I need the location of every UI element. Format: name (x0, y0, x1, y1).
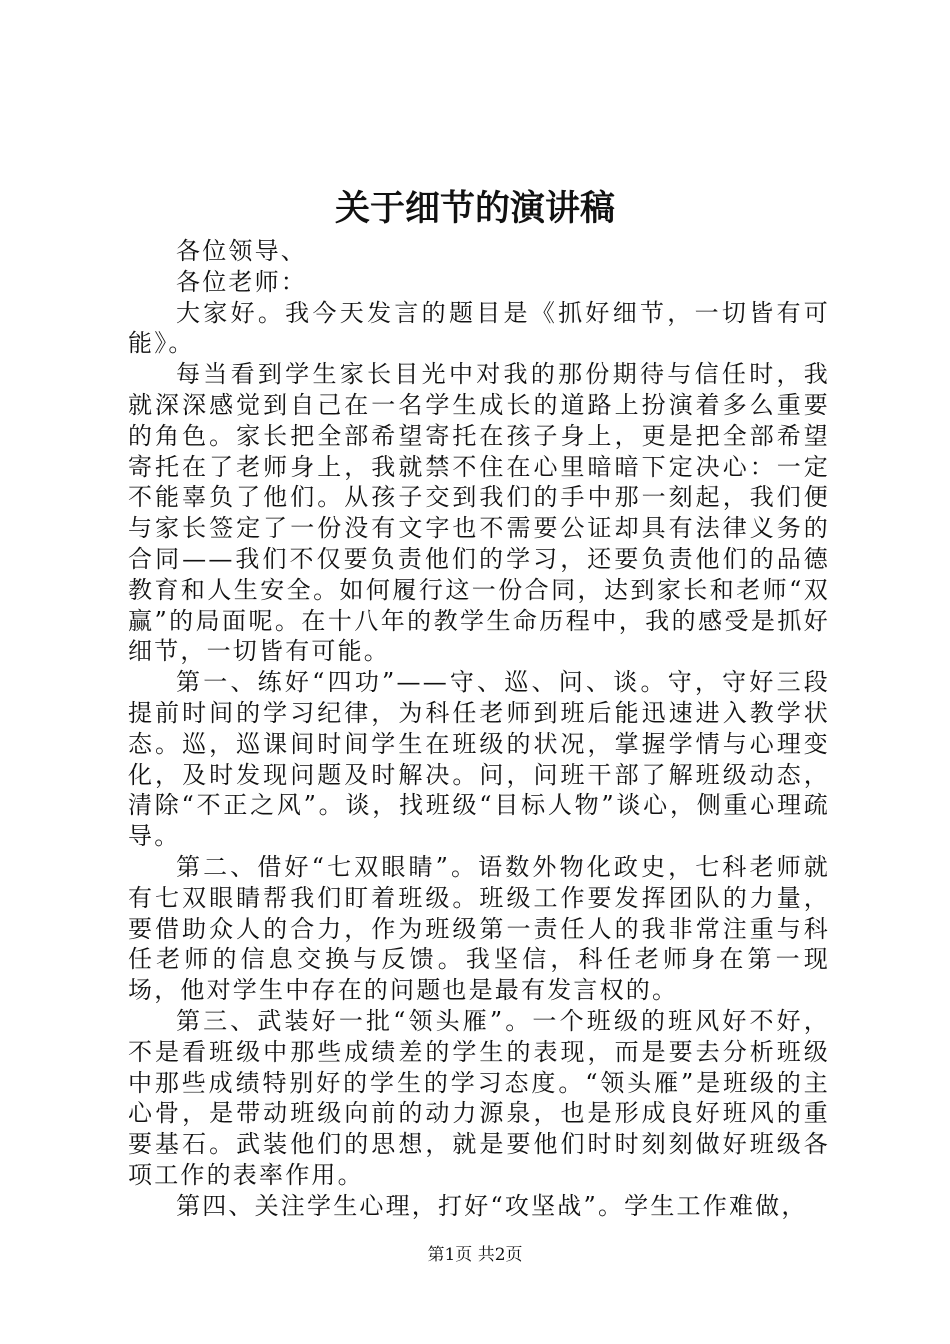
salutation-leaders: 各位领导、 (176, 237, 307, 265)
page-footer: 第1页 共2页 (427, 1245, 523, 1265)
paragraph-greeting: 大家好。我今天发言的题目是《抓好细节，一切皆有可能》。 (128, 298, 830, 358)
paragraph-intro: 每当看到学生家长目光中对我的那份期待与信任时，我就深深感觉到自己在一名学生成长的道路上扮演着多么重要的角色。家长把全部希望寄托在孩子身上，更是把全部希望寄托在了老师身上，我就禁不住在心里暗暗下定决心：一定不能辜负了他们。从孩子交到我们的手中那一刻起，我们便与家长签定了一份没有文字也不需要公证却具有法律义务的合同——我们不仅要负责他们的学习，还要负责他们的品德教育和人生安全。如何履行这一份合同，达到家长和老师“双赢”的局面呢。在十八年的教学生命历程中，我的感受是抓好细节，一切皆有可能。 (128, 360, 830, 666)
paragraph-point-one: 第一、练好“四功”——守、巡、问、谈。守，守好三段提前时间的学习纪律，为科任老师到班后能迅速进入教学状态。巡，巡课间时间学生在班级的状况，掌握学情与心理变化，及时发现问题及时解决。问，问班干部了解班级动态，清除“不正之风”。谈，找班级“目标人物”谈心，侧重心理疏导。 (128, 668, 830, 851)
document-body (128, 236, 830, 1222)
paragraph-point-two: 第二、借好“七双眼睛”。语数外物化政史，七科老师就有七双眼睛帮我们盯着班级。班级工作要发挥团队的力量，要借助众人的合力，作为班级第一责任人的我非常注重与科任老师的信息交换与反馈。我坚信，科任老师身在第一现场，他对学生中存在的问题也是最有发言权的。 (128, 852, 830, 1005)
salutation-teachers: 各位老师： (176, 267, 307, 296)
paragraph-point-four: 第四、关注学生心理，打好“攻坚战”。学生工作难做， (176, 1191, 808, 1220)
paragraph-point-three: 第三、武装好一批“领头雁”。一个班级的班风好不好，不是看班级中那些成绩差的学生的表现，而是要去分析班级中那些成绩特别好的学生的学习态度。“领头雁”是班级的主心骨，是带动班级向前的动力源泉，也是形成良好班风的重要基石。武装他们的思想，就是要他们时时刻刻做好班级各项工作的表率作用。 (128, 1006, 830, 1189)
document-title: 关于细节的演讲稿 (334, 188, 615, 229)
